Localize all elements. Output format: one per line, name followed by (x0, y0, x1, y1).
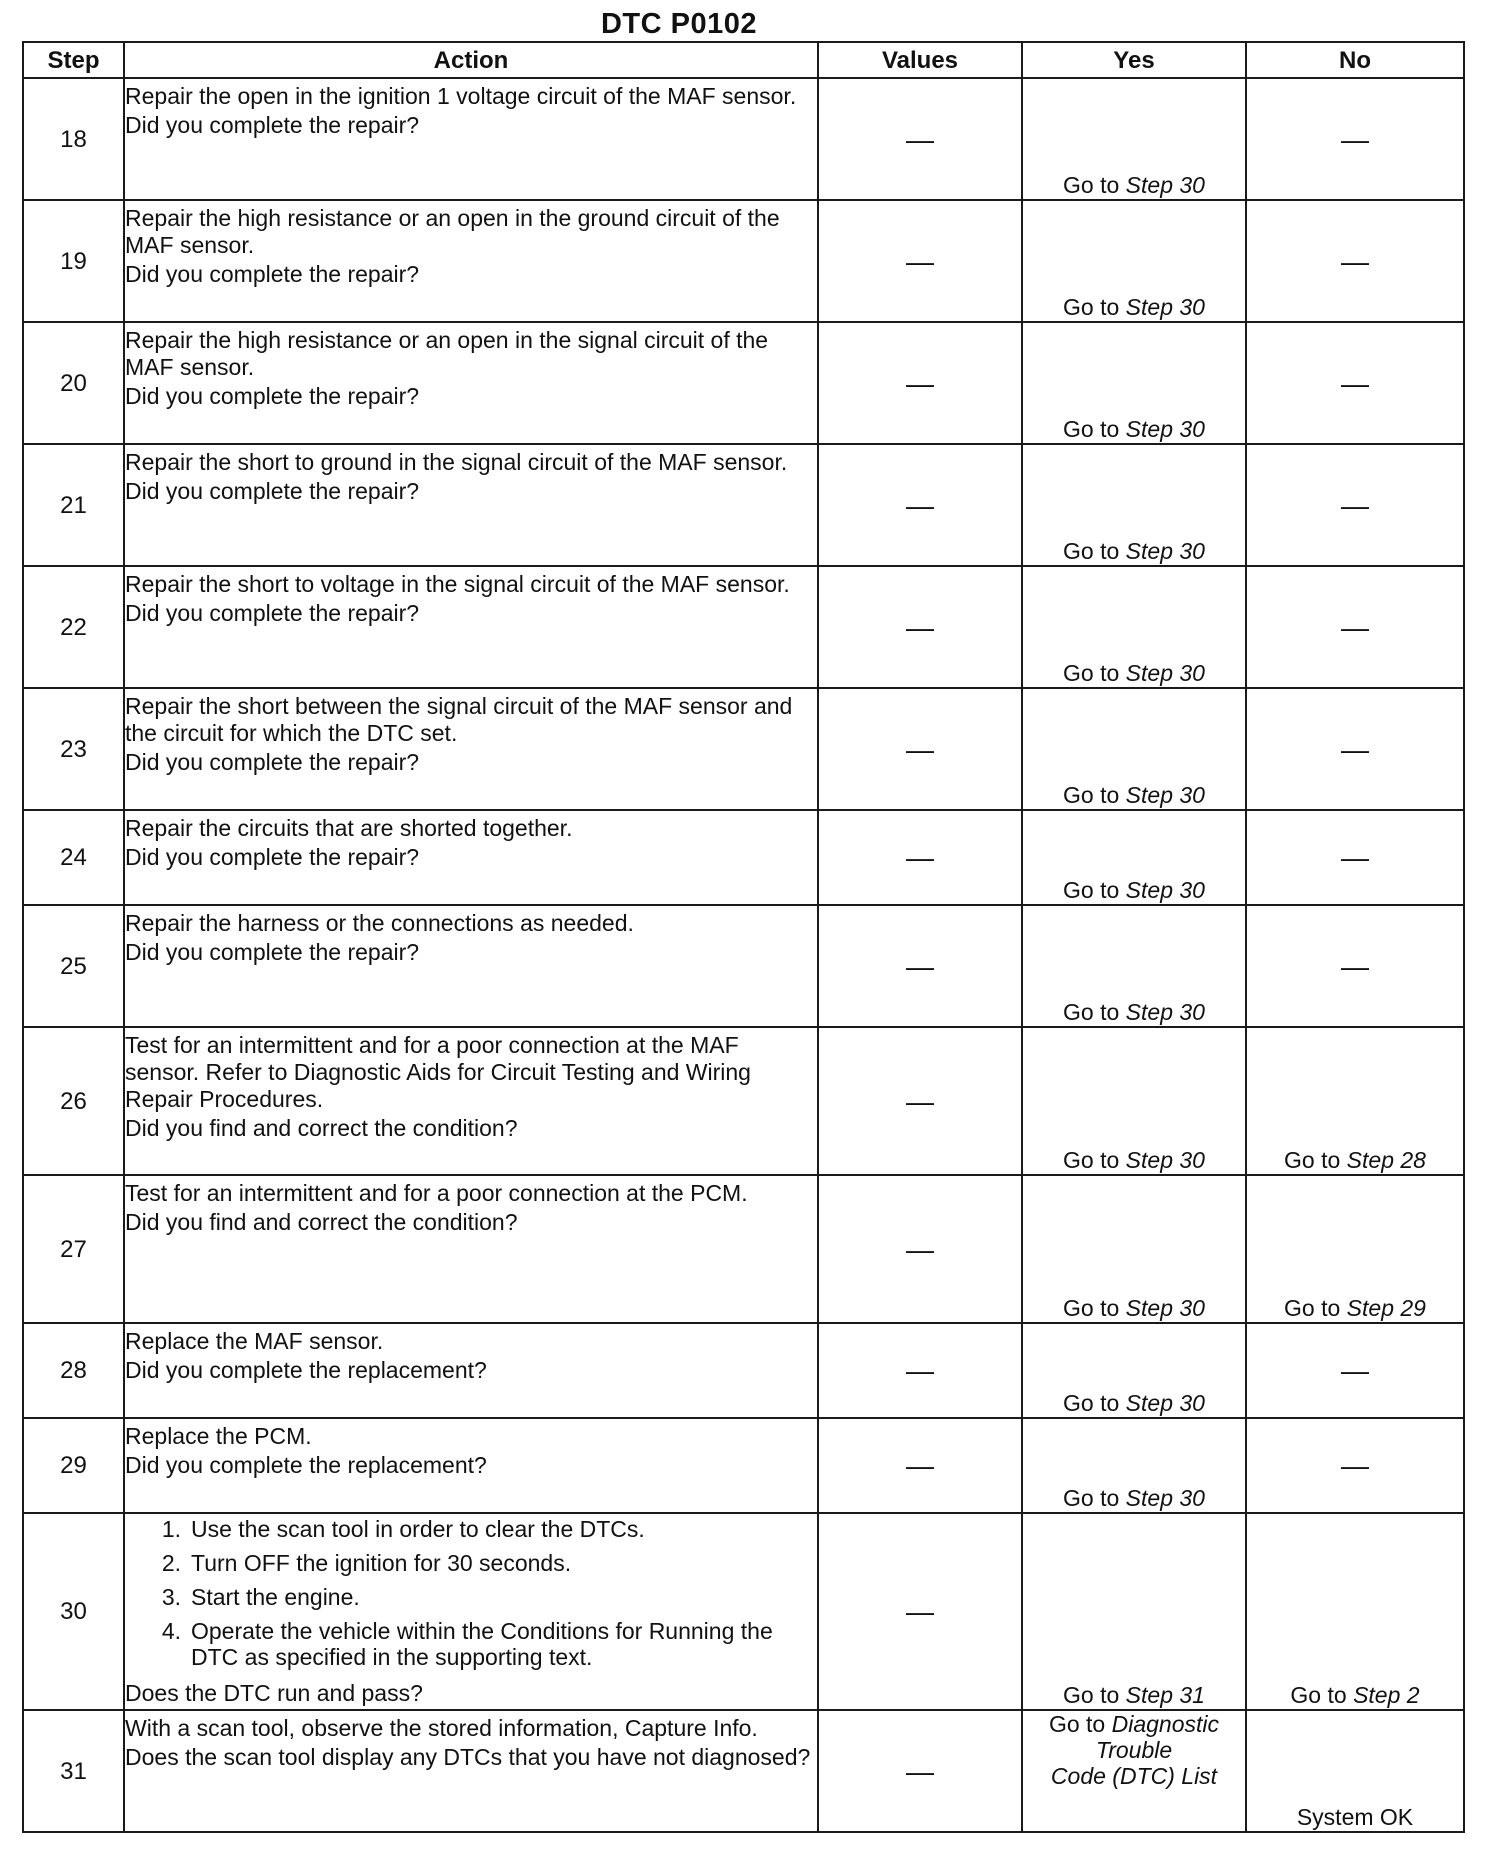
procedure-list (125, 1516, 817, 1678)
yes-cell (1022, 1710, 1246, 1832)
action-cell (124, 200, 818, 322)
yes-ref-line3: Code (DTC) List (1050, 1763, 1218, 1789)
yes-cell (1022, 322, 1246, 444)
no-cell: — (1246, 566, 1464, 688)
action-cell (124, 1323, 818, 1418)
step-number: 21 (23, 444, 124, 566)
table-row (23, 688, 1464, 810)
values-cell: — (818, 1513, 1022, 1710)
yes-ref-line1: Diagnostic (1111, 1711, 1220, 1737)
values-cell: — (818, 566, 1022, 688)
action-question: Does the DTC run and pass? (125, 1680, 423, 1706)
goto-label: Go to (1063, 1682, 1120, 1708)
values-cell: — (818, 1175, 1022, 1323)
header-no: No (1246, 42, 1464, 78)
list-item-text: Operate the vehicle within the Conditions for Running the DTC as specified in the supporting text. (191, 1618, 773, 1670)
step-number: 30 (23, 1513, 124, 1710)
values-cell: — (818, 688, 1022, 810)
action-instruction: Replace the MAF sensor. (125, 1328, 384, 1354)
action-question: Did you complete the repair? (125, 478, 420, 504)
no-step-link: Step 28 (1346, 1147, 1426, 1173)
list-item-text: Start the engine. (191, 1584, 360, 1610)
list-item-number: 2. (161, 1550, 181, 1576)
action-cell (124, 566, 818, 688)
action-question: Did you complete the repair? (125, 844, 420, 870)
table-row (23, 810, 1464, 905)
no-cell: — (1246, 810, 1464, 905)
header-yes: Yes (1022, 42, 1246, 78)
action-instruction: Test for an intermittent and for a poor connection at the PCM. (125, 1180, 748, 1206)
yes-cell (1022, 444, 1246, 566)
yes-cell (1022, 1323, 1246, 1418)
step-number: 20 (23, 322, 124, 444)
list-item (125, 1516, 817, 1542)
no-cell: — (1246, 322, 1464, 444)
no-cell: System OK (1246, 1710, 1464, 1832)
yes-cell (1022, 566, 1246, 688)
goto-label: Go to (1063, 1485, 1120, 1511)
values-cell: — (818, 322, 1022, 444)
action-instruction: With a scan tool, observe the stored information, Capture Info. (125, 1715, 758, 1741)
table-row (23, 322, 1464, 444)
no-cell: — (1246, 200, 1464, 322)
step-number: 31 (23, 1710, 124, 1832)
goto-label: Go to (1063, 1147, 1120, 1173)
action-cell (124, 1027, 818, 1175)
action-cell (124, 1175, 818, 1323)
action-question: Did you complete the repair? (125, 383, 420, 409)
action-instruction: Repair the short between the signal circuit of the MAF sensor and the circuit for which the DTC set. (125, 693, 793, 746)
action-cell (124, 1418, 818, 1513)
yes-cell (1022, 200, 1246, 322)
yes-step-link: Step 30 (1125, 294, 1205, 320)
table-row (23, 905, 1464, 1027)
action-instruction: Repair the open in the ignition 1 voltage circuit of the MAF sensor. (125, 83, 797, 109)
step-number: 28 (23, 1323, 124, 1418)
action-instruction: Repair the high resistance or an open in the ground circuit of the MAF sensor. (125, 205, 780, 258)
list-item (125, 1584, 817, 1610)
list-item-number: 3. (161, 1584, 181, 1610)
table-row (23, 1710, 1464, 1832)
no-cell: — (1246, 1323, 1464, 1418)
header-action: Action (124, 42, 818, 78)
table-row (23, 444, 1464, 566)
goto-label: Go to (1063, 538, 1120, 564)
yes-step-link: Step 30 (1125, 416, 1205, 442)
goto-label: Go to (1284, 1147, 1341, 1173)
goto-label: Go to (1063, 1390, 1120, 1416)
yes-step-link: Step 30 (1125, 1485, 1205, 1511)
no-cell (1246, 1175, 1464, 1323)
goto-label: Go to (1063, 660, 1120, 686)
action-cell (124, 1513, 818, 1710)
no-cell: — (1246, 444, 1464, 566)
yes-cell (1022, 1175, 1246, 1323)
action-instruction: Replace the PCM. (125, 1423, 312, 1449)
step-number: 18 (23, 78, 124, 200)
yes-cell (1022, 78, 1246, 200)
no-cell: — (1246, 688, 1464, 810)
step-number: 29 (23, 1418, 124, 1513)
yes-step-link: Step 30 (1125, 1390, 1205, 1416)
values-cell: — (818, 1323, 1022, 1418)
action-instruction: Test for an intermittent and for a poor connection at the MAF sensor. Refer to Diagnostic Aids for Circuit Testing and Wiring Repair Procedures. (125, 1032, 751, 1112)
yes-ref-line2: Trouble (1095, 1737, 1173, 1763)
action-instruction: Repair the circuits that are shorted together. (125, 815, 573, 841)
action-question: Did you complete the repair? (125, 112, 420, 138)
yes-reference (1023, 1711, 1245, 1789)
goto-label: Go to (1063, 172, 1120, 198)
table-row (23, 1323, 1464, 1418)
list-item-text: Turn OFF the ignition for 30 seconds. (191, 1550, 572, 1576)
table-header-row (23, 42, 1464, 78)
goto-label: Go to (1063, 1295, 1120, 1321)
action-question: Did you complete the replacement? (125, 1357, 487, 1383)
goto-label: Go to (1063, 877, 1120, 903)
action-cell (124, 322, 818, 444)
step-number: 19 (23, 200, 124, 322)
yes-step-link: Step 30 (1125, 1147, 1205, 1173)
goto-label: Go to (1048, 1711, 1106, 1737)
no-step-link: Step 29 (1346, 1295, 1426, 1321)
values-cell: — (818, 1418, 1022, 1513)
table-row (23, 78, 1464, 200)
no-cell: — (1246, 78, 1464, 200)
no-cell (1246, 1513, 1464, 1710)
yes-step-link: Step 30 (1125, 172, 1205, 198)
action-cell (124, 810, 818, 905)
goto-label: Go to (1290, 1682, 1347, 1708)
action-question: Did you complete the repair? (125, 261, 420, 287)
yes-step-link: Step 30 (1125, 660, 1205, 686)
yes-cell (1022, 1027, 1246, 1175)
action-question: Did you find and correct the condition? (125, 1115, 518, 1141)
list-item-text: Use the scan tool in order to clear the DTCs. (191, 1516, 645, 1542)
step-number: 22 (23, 566, 124, 688)
values-cell: — (818, 78, 1022, 200)
action-instruction: Repair the short to ground in the signal circuit of the MAF sensor. (125, 449, 788, 475)
action-instruction: Repair the high resistance or an open in the signal circuit of the MAF sensor. (125, 327, 769, 380)
header-values: Values (818, 42, 1022, 78)
list-item-number: 4. (161, 1618, 181, 1644)
goto-label: Go to (1063, 416, 1120, 442)
values-cell: — (818, 444, 1022, 566)
values-cell: — (818, 1027, 1022, 1175)
table-row (23, 1513, 1464, 1710)
step-number: 23 (23, 688, 124, 810)
yes-step-link: Step 30 (1125, 999, 1205, 1025)
goto-label: Go to (1063, 782, 1120, 808)
goto-label: Go to (1063, 999, 1120, 1025)
step-number: 25 (23, 905, 124, 1027)
yes-step-link: Step 30 (1125, 1295, 1205, 1321)
action-instruction: Repair the short to voltage in the signal circuit of the MAF sensor. (125, 571, 790, 597)
step-number: 24 (23, 810, 124, 905)
action-cell (124, 1710, 818, 1832)
header-step: Step (23, 42, 124, 78)
action-instruction: Repair the harness or the connections as needed. (125, 910, 634, 936)
action-question: Does the scan tool display any DTCs that you have not diagnosed? (125, 1744, 811, 1770)
values-cell: — (818, 810, 1022, 905)
yes-step-link: Step 30 (1125, 538, 1205, 564)
action-question: Did you find and correct the condition? (125, 1209, 518, 1235)
step-number: 27 (23, 1175, 124, 1323)
action-cell (124, 905, 818, 1027)
yes-cell (1022, 905, 1246, 1027)
no-cell: — (1246, 905, 1464, 1027)
values-cell: — (818, 905, 1022, 1027)
table-row (23, 1418, 1464, 1513)
yes-cell (1022, 1513, 1246, 1710)
action-question: Did you complete the repair? (125, 600, 420, 626)
action-question: Did you complete the repair? (125, 939, 420, 965)
action-cell (124, 78, 818, 200)
no-cell (1246, 1027, 1464, 1175)
dtc-table (22, 41, 1465, 1833)
table-row (23, 1175, 1464, 1323)
table-row (23, 200, 1464, 322)
goto-label: Go to (1284, 1295, 1341, 1321)
no-step-link: Step 2 (1353, 1682, 1420, 1708)
values-cell: — (818, 200, 1022, 322)
table-row (23, 1027, 1464, 1175)
yes-cell (1022, 688, 1246, 810)
goto-label: Go to (1063, 294, 1120, 320)
action-question: Did you complete the replacement? (125, 1452, 487, 1478)
yes-cell (1022, 810, 1246, 905)
yes-step-link: Step 31 (1125, 1682, 1205, 1708)
action-cell (124, 688, 818, 810)
list-item (125, 1550, 817, 1576)
yes-step-link: Step 30 (1125, 877, 1205, 903)
action-question: Did you complete the repair? (125, 749, 420, 775)
no-cell: — (1246, 1418, 1464, 1513)
step-number: 26 (23, 1027, 124, 1175)
table-row (23, 566, 1464, 688)
list-item (125, 1618, 817, 1670)
page-title: DTC P0102 (600, 8, 757, 40)
action-cell (124, 444, 818, 566)
yes-step-link: Step 30 (1125, 782, 1205, 808)
yes-cell (1022, 1418, 1246, 1513)
list-item-number: 1. (161, 1516, 181, 1542)
values-cell: — (818, 1710, 1022, 1832)
